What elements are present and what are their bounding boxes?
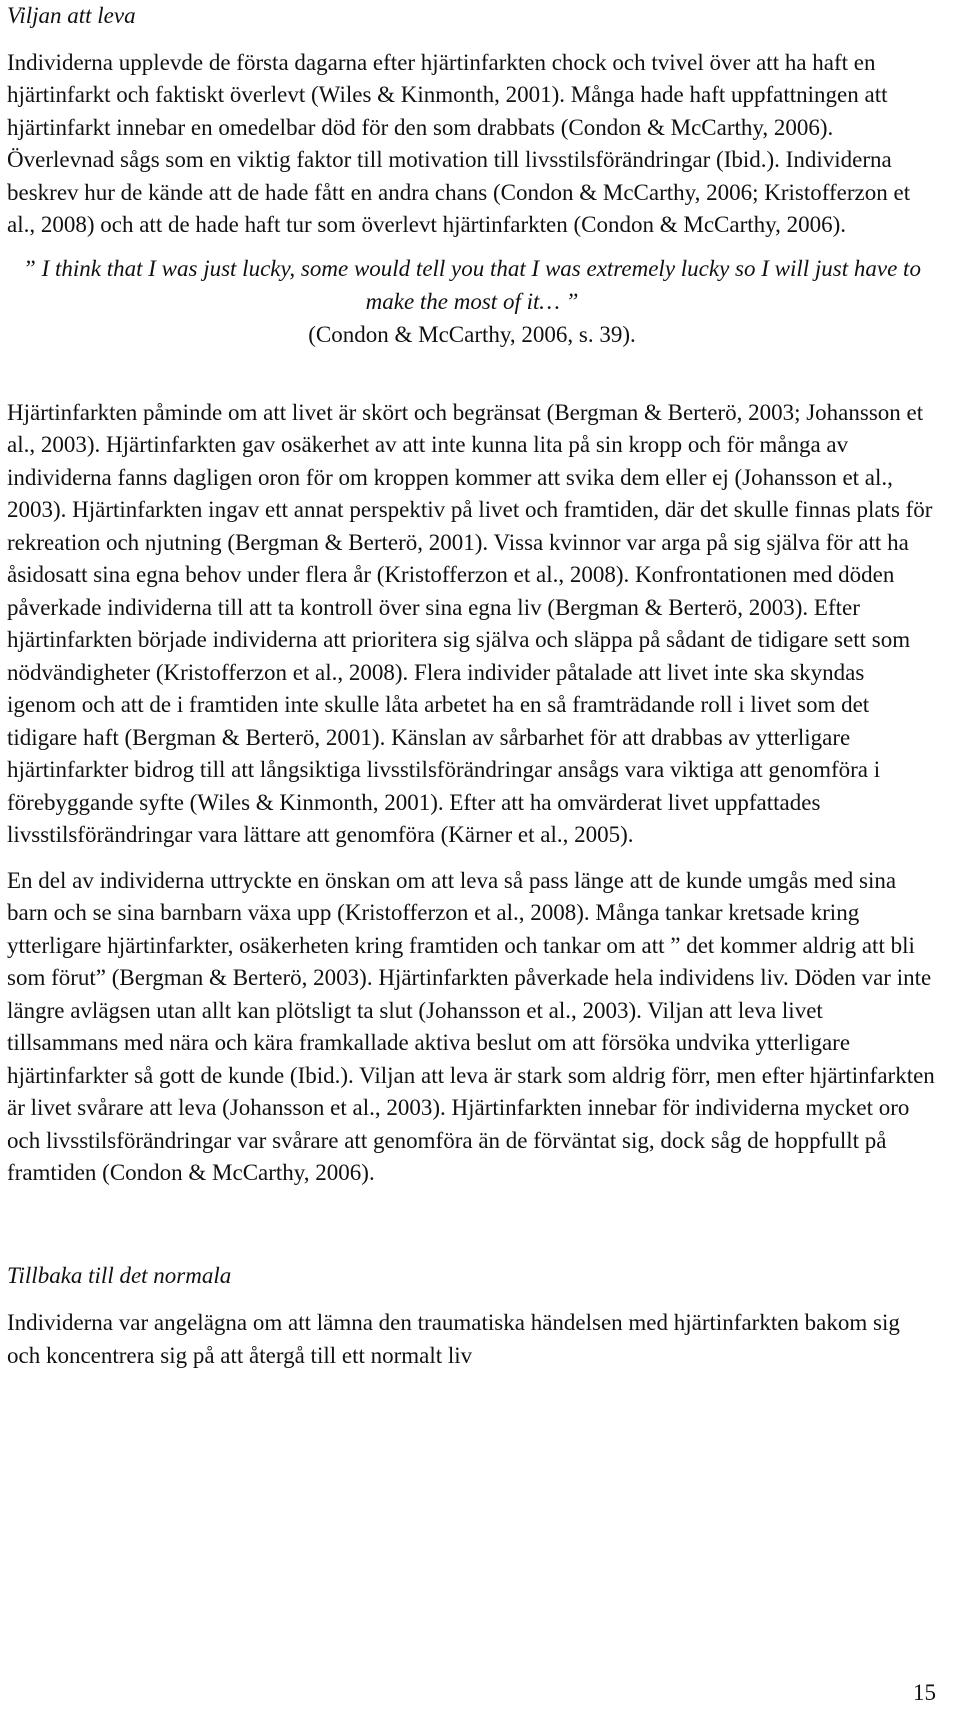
page-number: 15: [913, 1680, 936, 1705]
block-quote: [7, 252, 937, 351]
section-heading-viljan-att-leva: Viljan att leva: [7, 3, 136, 28]
body-paragraph: Individerna upplevde de första dagarna efter hjärtinfarkten chock och tvivel över att ha haft en hjärtinfarkt och faktiskt överlevt (Wiles & Kinmonth, 2001). Många hade haft uppfattningen att hjärtinfarkt innebar en omedelbar död för den som drabbats (Condon & McCarthy, 2006). Överlevnad sågs som en viktig faktor till motivation till livsstilsförändringar (Ibid.). Individerna beskrev hur de kände att de hade fått en andra chans (Condon & McCarthy, 2006; Kristofferzon et al., 2008) och att de hade haft tur som överlevt hjärtinfarkten (Condon & McCarthy, 2006).: [7, 49, 911, 237]
quote-text: ” I think that I was just lucky, some would tell you that I was extremely lucky so I will just have to make the most of it… ”: [23, 255, 921, 314]
document-page: [7, 0, 937, 1372]
body-paragraph: Hjärtinfarkten påminde om att livet är skört och begränsat (Bergman & Berterö, 2003; Johansson et al., 2003). Hjärtinfarkten gav osäkerhet av att inte kunna lita på sin kropp och för många av individerna fanns dagligen oron för om kroppen kommer att svika dem eller ej (Johansson et al., 2003). Hjärtinfarkten ingav ett annat perspektiv på livet och framtiden, där det skulle finnas plats för rekreation och njutning (Bergman & Berterö, 2001). Vissa kvinnor var arga på sig själva för att ha åsidosatt sina egna behov under flera år (Kristofferzon et al., 2008). Konfrontationen med döden påverkade individerna till att ta kontroll över sina egna liv (Bergman & Berterö, 2003). Efter hjärtinfarkten började individerna att prioritera sig själva och släppa på sådant de tidigare sett som nödvändigheter (Kristofferzon et al., 2008). Flera individer påtalade att livet inte ska skyndas igenom och att de i framtiden inte skulle låta arbetet ha en så framträdande roll i livet som det tidigare haft (Bergman & Berterö, 2001). Känslan av sårbarhet för att drabbas av ytterligare hjärtinfarkter bidrog till att långsiktiga livsstilsförändringar ansågs vara viktiga att genomföra i förebyggande syfte (Wiles & Kinmonth, 2001). Efter att ha omvärderat livet uppfattades livsstilsförändringar vara lättare att genomföra (Kärner et al., 2005).: [7, 399, 933, 847]
body-paragraph: Individerna var angelägna om att lämna den traumatiska händelsen med hjärtinfarkten bakom sig och koncentrera sig på att återgå till ett normalt liv: [7, 1310, 900, 1368]
body-paragraph: En del av individerna uttryckte en önskan om att leva så pass länge att de kunde umgås med sina barn och se sina barnbarn växa upp (Kristofferzon et al., 2008). Många tankar kretsade kring ytterligare hjärtinfarkter, osäkerheten kring framtiden och tankar om att ” det kommer aldrig att bli som förut” (Bergman & Berterö, 2003). Hjärtinfarkten påverkade hela individens liv. Döden var inte längre avlägsen utan allt kan plötsligt ta slut (Johansson et al., 2003). Viljan att leva livet tillsammans med nära och kära framkallade aktiva beslut om att försöka undvika ytterligare hjärtinfarkter så gott de kunde (Ibid.). Viljan att leva är stark som aldrig förr, men efter hjärtinfarkten är livet svårare att leva (Johansson et al., 2003). Hjärtinfarkten innebar för individerna mycket oro och livsstilsförändringar var svårare att genomföra än de förväntat sig, dock såg de hoppfullt på framtiden (Condon & McCarthy, 2006).: [7, 867, 935, 1185]
quote-citation: (Condon & McCarthy, 2006, s. 39).: [308, 321, 636, 347]
section-heading-tillbaka-till-det-normala: Tillbaka till det normala: [7, 1262, 232, 1288]
